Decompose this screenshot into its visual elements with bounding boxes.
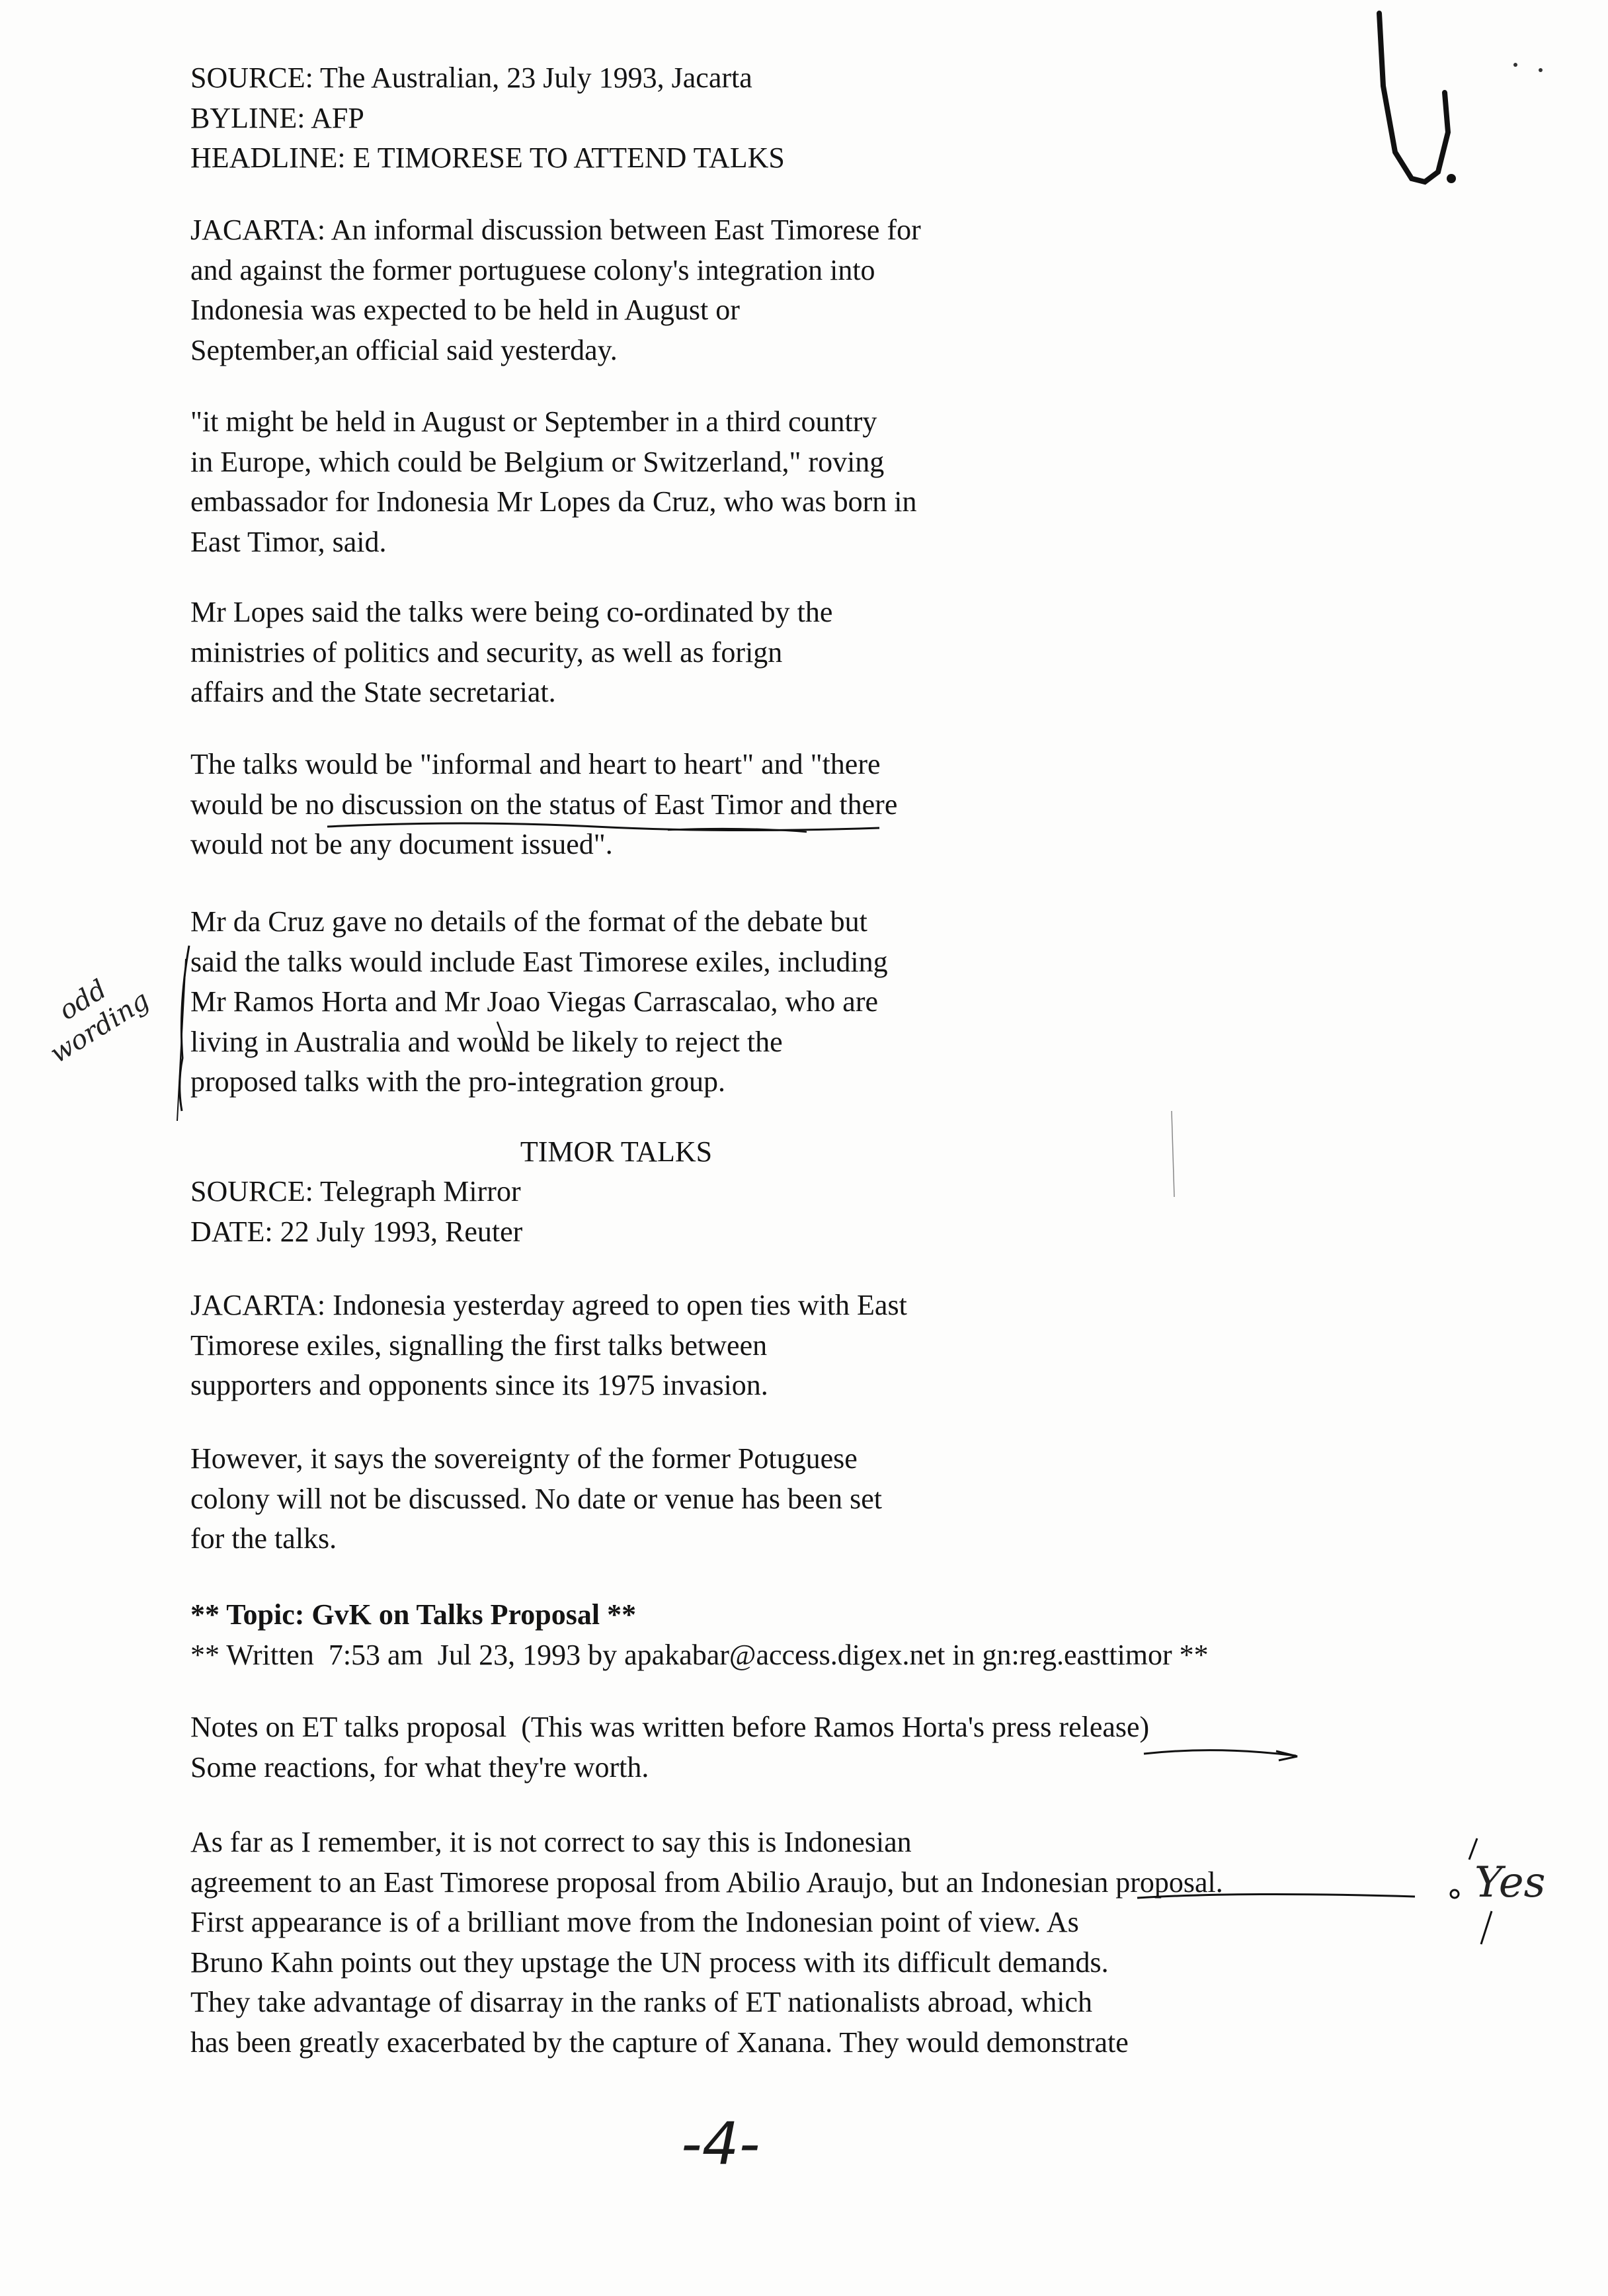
article2-p1-line: JACARTA: Indonesia yesterday agreed to open ties with East	[190, 1289, 907, 1321]
article1-p1-line: Indonesia was expected to be held in August or	[190, 294, 740, 326]
corner-dot	[1539, 68, 1543, 72]
article1-p5-line: said the talks would include East Timorese exiles, including	[190, 945, 888, 978]
article1-p3-line: Mr Lopes said the talks were being co-ordinated by the	[190, 596, 833, 628]
article1-p1-line: JACARTA: An informal discussion between East Timorese for	[190, 214, 921, 246]
article1-p1-line: September,an official said yesterday.	[190, 333, 618, 366]
article3-p2-line: As far as I remember, it is not correct to say this is Indonesian	[190, 1826, 912, 1858]
article2-source: SOURCE: Telegraph Mirror	[190, 1175, 521, 1208]
margin-tick	[1469, 1838, 1477, 1860]
article1-p5-line: Mr Ramos Horta and Mr Joao Viegas Carrascalao, who are	[190, 985, 879, 1018]
corner-dot	[1447, 174, 1456, 183]
article3-paragraph	[190, 1707, 1420, 1787]
article2-header	[190, 1172, 1420, 1252]
article2-p2-line: However, it says the sovereignty of the former Potuguese	[190, 1442, 858, 1475]
article1-p2-line: "it might be held in August or September in a third country	[190, 405, 877, 438]
page-number: -4-	[681, 2110, 760, 2178]
article3-p2-line: Bruno Kahn points out they upstage the UN process with its difficult demands.	[190, 1946, 1109, 1979]
article1-p4-line: The talks would be "informal and heart to heart" and "there	[190, 748, 881, 780]
article1-p5-line: living in Australia and would be likely to reject the	[190, 1025, 783, 1058]
article1-paragraph	[190, 210, 1420, 370]
article1-p4-line: would be no discussion on the status of East Timor and there	[190, 788, 898, 821]
article2-p1-line: Timorese exiles, signalling the first talks between	[190, 1329, 768, 1362]
article2-date: DATE: 22 July 1993, Reuter	[190, 1215, 523, 1248]
article3-topic: ** Topic: GvK on Talks Proposal **	[190, 1598, 637, 1631]
article1-p2-line: in Europe, which could be Belgium or Switzerland," roving	[190, 445, 885, 478]
article1-paragraph	[190, 745, 1420, 865]
article1-paragraph	[190, 593, 1420, 713]
article1-p3-line: ministries of politics and security, as well as forign	[190, 636, 783, 669]
corner-dot	[1513, 63, 1517, 67]
article3-p2-line: agreement to an East Timorese proposal from Abilio Araujo, but an Indonesian proposal.	[190, 1866, 1223, 1899]
article1-headline: HEADLINE: E TIMORESE TO ATTEND TALKS	[190, 142, 785, 174]
article1-p3-line: affairs and the State secretariat.	[190, 676, 556, 708]
article3-header	[190, 1595, 1420, 1675]
article2-title-block	[190, 1132, 1042, 1172]
article2-p2-line: for the talks.	[190, 1522, 337, 1555]
margin-dot	[1451, 1890, 1459, 1898]
article2-paragraph	[190, 1439, 1420, 1559]
article1-paragraph	[190, 402, 1420, 562]
article1-source: SOURCE: The Australian, 23 July 1993, Jacarta	[190, 62, 752, 94]
margin-note-right: Yes	[1474, 1858, 1546, 1907]
article1-p4-line: would not be any document issued".	[190, 828, 613, 860]
article3-written: ** Written 7:53 am Jul 23, 1993 by apakabar@access.digex.net in gn:reg.easttimor **	[190, 1638, 1209, 1671]
article2-p1-line: supporters and opponents since its 1975 invasion.	[190, 1369, 768, 1401]
article3-p2-line: They take advantage of disarray in the ranks of ET nationalists abroad, which	[190, 1986, 1092, 2018]
article1-byline: BYLINE: AFP	[190, 101, 364, 134]
article1-header	[190, 58, 1420, 179]
article3-p2-line: has been greatly exacerbated by the capture of Xanana. They would demonstrate	[190, 2026, 1129, 2059]
margin-note-left: odd wording	[44, 974, 155, 1070]
article1-p1-line: and against the former portuguese colony's integration into	[190, 253, 875, 286]
article3-p1-line: Some reactions, for what they're worth.	[190, 1750, 649, 1784]
article1-p5-line: proposed talks with the pro-integration group.	[190, 1065, 725, 1098]
article1-p5-line: Mr da Cruz gave no details of the format of the debate but	[190, 905, 867, 938]
article2-title: TIMOR TALKS	[520, 1135, 713, 1168]
article3-p2-line: First appearance is of a brilliant move from the Indonesian point of view. As	[190, 1906, 1079, 1938]
article1-paragraph	[190, 902, 1420, 1102]
article2-paragraph	[190, 1286, 1420, 1406]
article3-p1-line: Notes on ET talks proposal (This was written before Ramos Horta's press release)	[190, 1711, 1150, 1743]
article1-p2-line: embassador for Indonesia Mr Lopes da Cruz, who was born in	[190, 485, 917, 518]
article2-p2-line: colony will not be discussed. No date or venue has been set	[190, 1482, 882, 1515]
article3-paragraph	[190, 1823, 1420, 2063]
article1-p2-line: East Timor, said.	[190, 525, 387, 558]
